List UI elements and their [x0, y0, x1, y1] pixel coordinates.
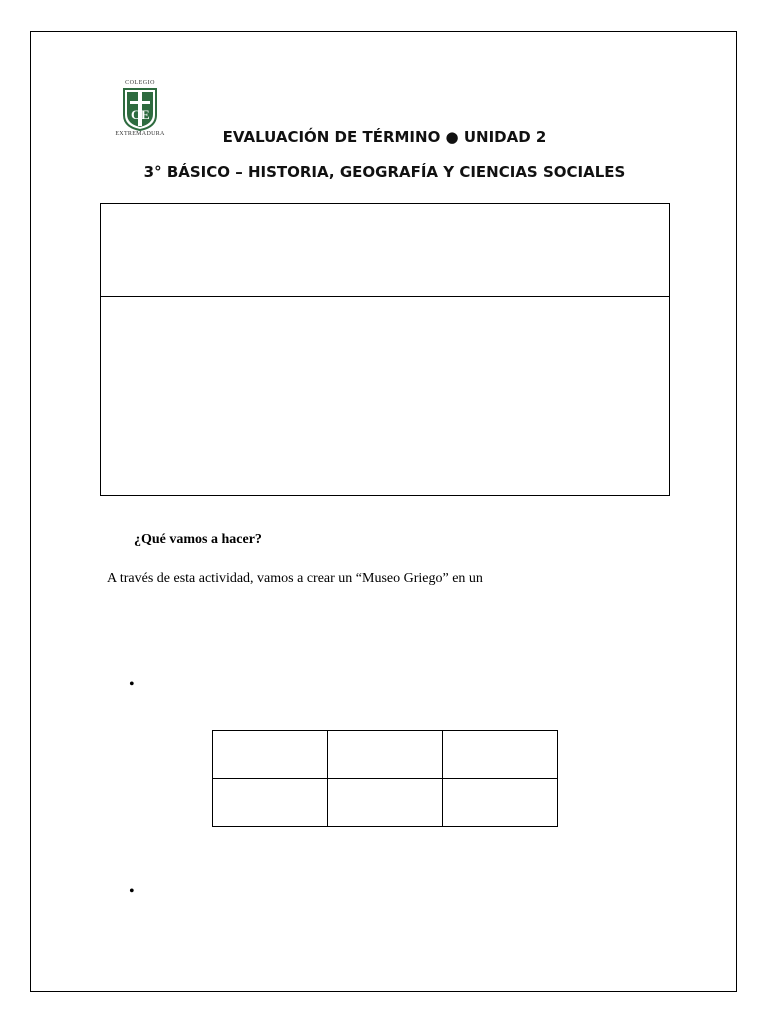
student-info-box: [100, 203, 670, 496]
table-row: [213, 731, 558, 779]
table-cell: [443, 779, 558, 827]
info-box-divider: [101, 296, 669, 297]
activity-table: [212, 730, 558, 827]
table-row: [213, 779, 558, 827]
logo-top-text: COLEGIO: [125, 80, 155, 86]
instructions-paragraph: A través de esta actividad, vamos a crear un “Museo Griego” en un: [107, 571, 483, 586]
table-cell: [443, 731, 558, 779]
shield-icon: [122, 87, 158, 131]
page-title: EVALUACIÓN DE TÉRMINO ● UNIDAD 2: [222, 128, 547, 146]
table-cell: [328, 731, 443, 779]
table-cell: [213, 779, 328, 827]
bullet-point: •: [129, 883, 135, 900]
table-cell: [328, 779, 443, 827]
logo-bottom-text: EXTREMADURA: [115, 131, 165, 137]
bullet-point: •: [129, 676, 135, 693]
section-question: ¿Qué vamos a hacer?: [134, 532, 262, 547]
table-cell: [213, 731, 328, 779]
document-page: [30, 31, 737, 992]
svg-text:C: C: [131, 107, 141, 122]
page-subtitle: 3° BÁSICO – HISTORIA, GEOGRAFÍA Y CIENCIAS SOCIALES: [143, 163, 626, 181]
svg-text:E: E: [141, 107, 150, 122]
